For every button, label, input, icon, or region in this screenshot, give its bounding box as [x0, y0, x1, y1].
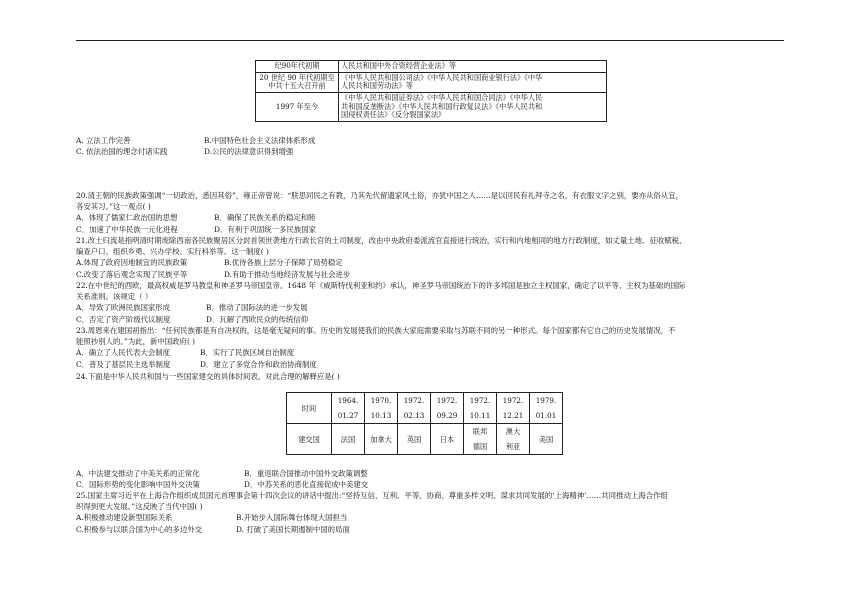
option-c: C．普及了基层民主选举制度	[76, 359, 171, 369]
cell-line: 1979.	[535, 396, 557, 405]
cell-line: 加拿大	[370, 434, 392, 444]
question-stem: 24.下面是中华人民共和国与一些国家建交的具体时间表。对此合理的解释应是( )	[76, 372, 340, 381]
laws-line: 《中华人民共和国公司法》《中华人民共和国商业银行法》《中华	[341, 72, 543, 82]
time-cell	[530, 393, 563, 424]
time-cell	[431, 393, 464, 424]
cell-line: 法国	[340, 434, 356, 444]
option-d: D．中苏关系的恶化直接促成中美建交	[244, 480, 369, 490]
question-20	[76, 192, 788, 237]
question-23	[76, 327, 788, 372]
country-cell	[365, 424, 398, 455]
cell-line: 德国	[472, 442, 488, 451]
question-stem: 各安其习。”这一观点( )	[76, 202, 151, 212]
option-b: B．实行了民族区域自治制度	[200, 348, 295, 358]
period-cell	[256, 72, 339, 92]
option-c: C．否定了资产阶级代议制度	[76, 314, 171, 324]
top-rule	[76, 40, 784, 41]
option-d: D．有利于巩固统一多民族国家	[214, 224, 317, 234]
option-d: D．瓦解了西欧民众的传统信仰	[206, 314, 309, 324]
option-d: D.公民的法律意识得到增强	[204, 147, 294, 157]
cell-line: 1970.	[370, 396, 392, 405]
cell-line: 10.11	[469, 411, 491, 420]
option-b: B．确保了民族关系的稳定和睦	[214, 213, 316, 223]
option-b: B．重返联合国推动中国外交政策调整	[244, 469, 368, 478]
period-cell: 1997 年至今	[256, 92, 339, 121]
question-24	[76, 373, 788, 384]
cell-line: 01.01	[535, 411, 557, 420]
option-a: A．导致了欧洲民族国家形成	[76, 303, 171, 313]
table-row	[256, 61, 607, 73]
diplomacy-table	[286, 392, 563, 455]
period-cell: 纪90年代初期	[256, 61, 339, 73]
cell-line: 09.29	[436, 411, 458, 420]
option-a: A．确立了人民代表大会制度	[76, 348, 171, 358]
option-d: D. 打破了美国长期遏制中国的局面	[236, 524, 350, 534]
question-24-options	[76, 470, 788, 492]
option-a: A.体现了政府因地制宜的民族政策	[76, 258, 188, 268]
laws-cell	[339, 92, 607, 121]
q19-options	[76, 137, 788, 159]
laws-line: 共和国反垄断法》《中华人民共和国行政复议法》《中华人民共和	[341, 101, 543, 111]
option-d: D．建立了多党合作和政治协商制度	[200, 359, 317, 369]
option-c: C．国际形势的变化影响中国外交决策	[76, 480, 200, 490]
laws-line: 《中华人民共和国证券法》《中华人民共和国合同法》《中华人民	[341, 92, 543, 102]
option-b: B.优待各族上层分子保障了局势稳定	[224, 258, 343, 268]
option-a: A．体现了儒家仁政治国的思想	[76, 213, 178, 223]
table-row	[256, 72, 607, 92]
cell-line: 英国	[406, 434, 422, 444]
time-cell	[332, 393, 365, 424]
question-stem: 22.在中世纪的西欧，最高权威是罗马教皇和神圣罗马帝国皇帝。1648 年《威斯特伐利亚和约》承认，神圣罗马帝国统治下的许多邦国是独立主权国家，确定了以平等、主权为基础的国际	[76, 281, 686, 290]
cell-line: 02.13	[403, 411, 425, 420]
option-b: B.开始步入国际舞台体现大国担当	[236, 513, 348, 523]
question-21	[76, 237, 788, 282]
question-stem: 能照抄别人的。”为此，新中国政府( )	[76, 337, 196, 347]
country-cell	[530, 424, 563, 455]
row-header: 建交国	[287, 424, 332, 455]
laws-cell	[339, 61, 607, 73]
question-stem: 23.周恩来在建国初指出：“任何民族都是有自决权的，这是毫无疑问的事。历史的发展使我们的民族大家庭需要采取与苏联不同的另一种形式。每个国家都有它自己的历史发展情况，不	[76, 326, 676, 335]
laws-line: 国侵权责任法》《反分裂国家法》	[341, 110, 446, 120]
option-d: D.有助于推动当地经济发展与社会进步	[224, 269, 351, 279]
option-c: C．加速了中华民族一元化进程	[76, 224, 178, 234]
country-cell	[464, 424, 497, 455]
cell-line: 1972.	[403, 396, 425, 405]
row-header: 时间	[287, 393, 332, 424]
laws-line: 人民共和国劳动法》等	[341, 81, 413, 91]
cell-line: 12.21	[502, 411, 524, 420]
period-line: 20 世纪 90 年代初期至	[259, 72, 335, 82]
country-cell	[398, 424, 431, 455]
cell-line: 10.13	[370, 411, 392, 420]
option-a: A.积极推动建设新型国际关系	[76, 513, 173, 523]
laws-line: 人民共和国中外合资经营企业法》等	[341, 61, 457, 70]
cell-line: 1964.	[337, 396, 359, 405]
law-table	[255, 60, 607, 122]
table-row	[287, 393, 563, 424]
period-line: 中共十五大召开前	[268, 81, 326, 91]
question-stem: 21.改土归流是指明清时期废除西南各民族聚居区分封首领世袭地方行政长官的土司制度，改由中央政府委派流官直接进行统治，实行和内地相同的地方行政制度，如丈量土地、征收赋税、	[76, 236, 687, 245]
cell-line: 利亚	[505, 442, 521, 451]
country-cell	[332, 424, 365, 455]
time-cell	[365, 393, 398, 424]
option-b: B．推动了国际法的进一步发展	[206, 303, 308, 313]
laws-cell	[339, 72, 607, 92]
country-cell	[431, 424, 464, 455]
question-stem: 20.清王朝的民族政策强调“一切政治，悉因其俗”，雍正帝曾说：“朕思同民之有教，乃其先代留遗家风土俗，亦犹中国之人……是以回民有礼拜寺之名，有衣服文字之别，要亦从俗从宜，	[76, 191, 683, 200]
cell-line: 1972.	[469, 396, 491, 405]
question-25	[76, 492, 788, 537]
question-stem: 织得到更大发展。”这反映了当代中国( )	[76, 502, 203, 512]
country-cell	[497, 424, 530, 455]
cell-line: 01.27	[337, 411, 359, 420]
option-a: A．中法建交推动了中美关系的正常化	[76, 469, 200, 478]
question-22	[76, 282, 788, 327]
option-c: C.积极参与以联合国为中心的多边外交	[76, 524, 202, 534]
cell-line: 1972.	[502, 396, 524, 405]
cell-line: 1972.	[436, 396, 458, 405]
table-row	[287, 424, 563, 455]
cell-line: 日本	[439, 434, 455, 444]
table-row	[256, 92, 607, 121]
question-stem: 25.国家主席习近平在上海合作组织成员国元首理事会第十四次会议的讲话中提出:“坚持互信、互利、平等、协商、尊重多样文明、谋求共同发展的‘上海精神’……共同推动上海合作组	[76, 491, 668, 500]
cell-line: 美国	[538, 434, 554, 444]
option-c: C.改变了落后观念实现了民族平等	[76, 269, 188, 279]
question-stem: 编查户口、组织乡勇、兴办学校、实行科举等。这一制度( )	[76, 247, 269, 257]
cell-line: 澳大	[505, 427, 521, 436]
time-cell	[464, 393, 497, 424]
option-c: C. 依法治国的理念付诸实践	[76, 147, 168, 157]
option-a: A. 立法工作完善	[76, 136, 131, 145]
time-cell	[497, 393, 530, 424]
time-cell	[398, 393, 431, 424]
question-stem: 关系准则。该规定（ ）	[76, 292, 153, 302]
option-b: B.中国特色社会主义法律体系形成	[204, 136, 316, 145]
cell-line: 联邦	[472, 427, 488, 436]
